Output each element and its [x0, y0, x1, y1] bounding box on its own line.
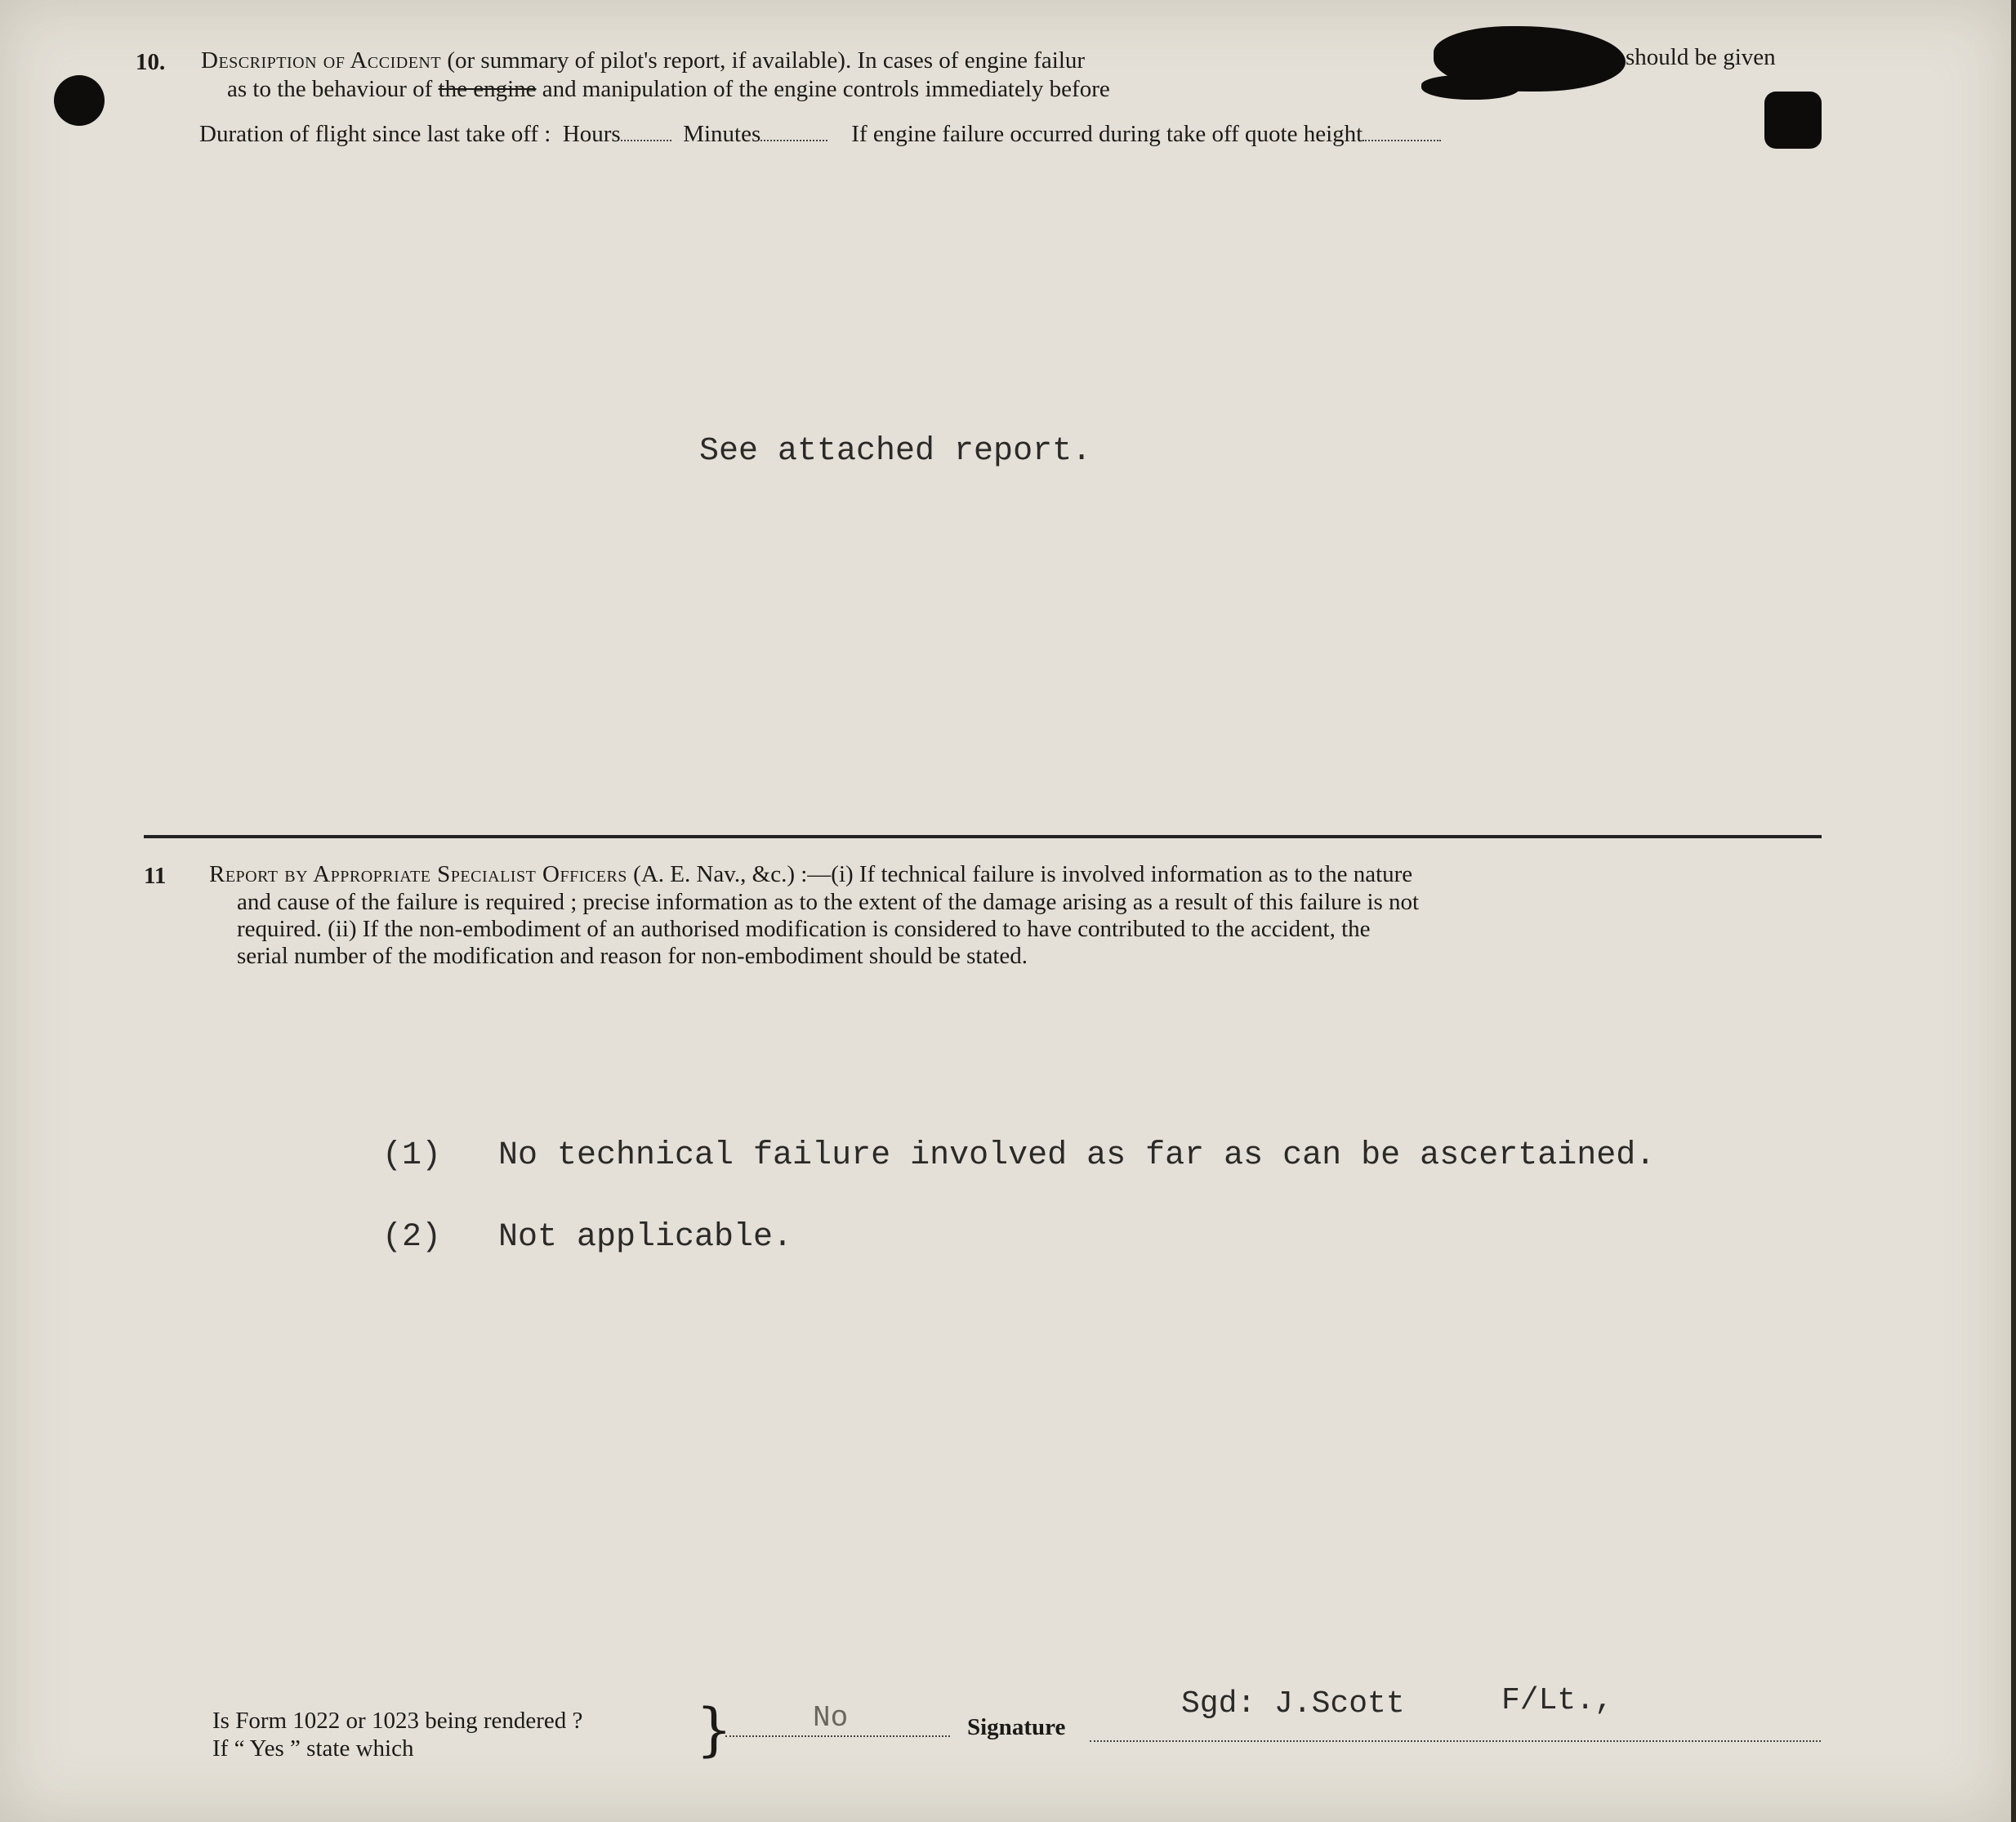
height-field[interactable] — [1363, 140, 1441, 141]
item-1-text: No technical failure involved as far as can be ascertained. — [498, 1137, 1656, 1174]
section11-number: 11 — [144, 863, 167, 889]
item-1-number: (1) — [382, 1137, 442, 1174]
section11-heading: Report by Appropriate Specialist Officers — [209, 861, 627, 887]
section10-number: 10. — [136, 49, 166, 75]
section10-heading: Description of Accident — [201, 47, 442, 74]
hours-label: Hours — [562, 121, 621, 147]
section11-line2: and cause of the failure is required ; precise information as to the extent of the damage arising as a result of this failure is not — [237, 889, 1420, 915]
section11-heading-tail: (A. E. Nav., &c.) :—(i) If technical failure is involved information as to the nature — [633, 861, 1413, 887]
section10-header-line1 — [201, 47, 1085, 74]
brace: } — [696, 1696, 733, 1763]
typed-entry-section10: See attached report. — [699, 433, 1092, 470]
line2-struck: the engine — [438, 76, 537, 102]
duration-line — [199, 121, 1441, 148]
duration-label: Duration of flight since last take off : — [199, 121, 551, 147]
section-divider — [144, 835, 1822, 838]
section10-line1-text: (or summary of pilot's report, if available). In cases of engine failur — [447, 47, 1086, 74]
punch-hole — [54, 75, 105, 126]
item-2-text: Not applicable. — [498, 1219, 793, 1256]
section10-line1-tail: should be given — [1626, 44, 1776, 70]
minutes-field[interactable] — [760, 140, 827, 141]
form-question-2: If “ Yes ” state which — [212, 1735, 414, 1762]
section10-header-line2 — [227, 76, 1110, 103]
ink-blot-2 — [1421, 75, 1519, 100]
ink-blot-3 — [1764, 92, 1822, 149]
line2-end: and manipulation of the engine controls immediately before — [542, 76, 1110, 102]
signature-label: Signature — [967, 1714, 1066, 1740]
signature-value: Sgd: J.Scott — [1181, 1686, 1405, 1722]
section11-line3: required. (ii) If the non-embodiment of an authorised modification is considered to have contributed to the accident, the — [237, 916, 1371, 942]
section11-header-line1 — [209, 861, 1412, 888]
item-2-number: (2) — [382, 1219, 442, 1256]
hours-field[interactable] — [621, 140, 671, 141]
form-answer: No — [813, 1701, 849, 1735]
minutes-label: Minutes — [683, 121, 761, 147]
line2-start: as to the behaviour of — [227, 76, 433, 102]
section11-line4: serial number of the modification and reason for non-embodiment should be stated. — [237, 943, 1028, 969]
height-label: If engine failure occurred during take off quote height — [851, 121, 1363, 147]
form-question: Is Form 1022 or 1023 being rendered ? — [212, 1708, 583, 1734]
rank: F/Lt., — [1501, 1683, 1613, 1718]
